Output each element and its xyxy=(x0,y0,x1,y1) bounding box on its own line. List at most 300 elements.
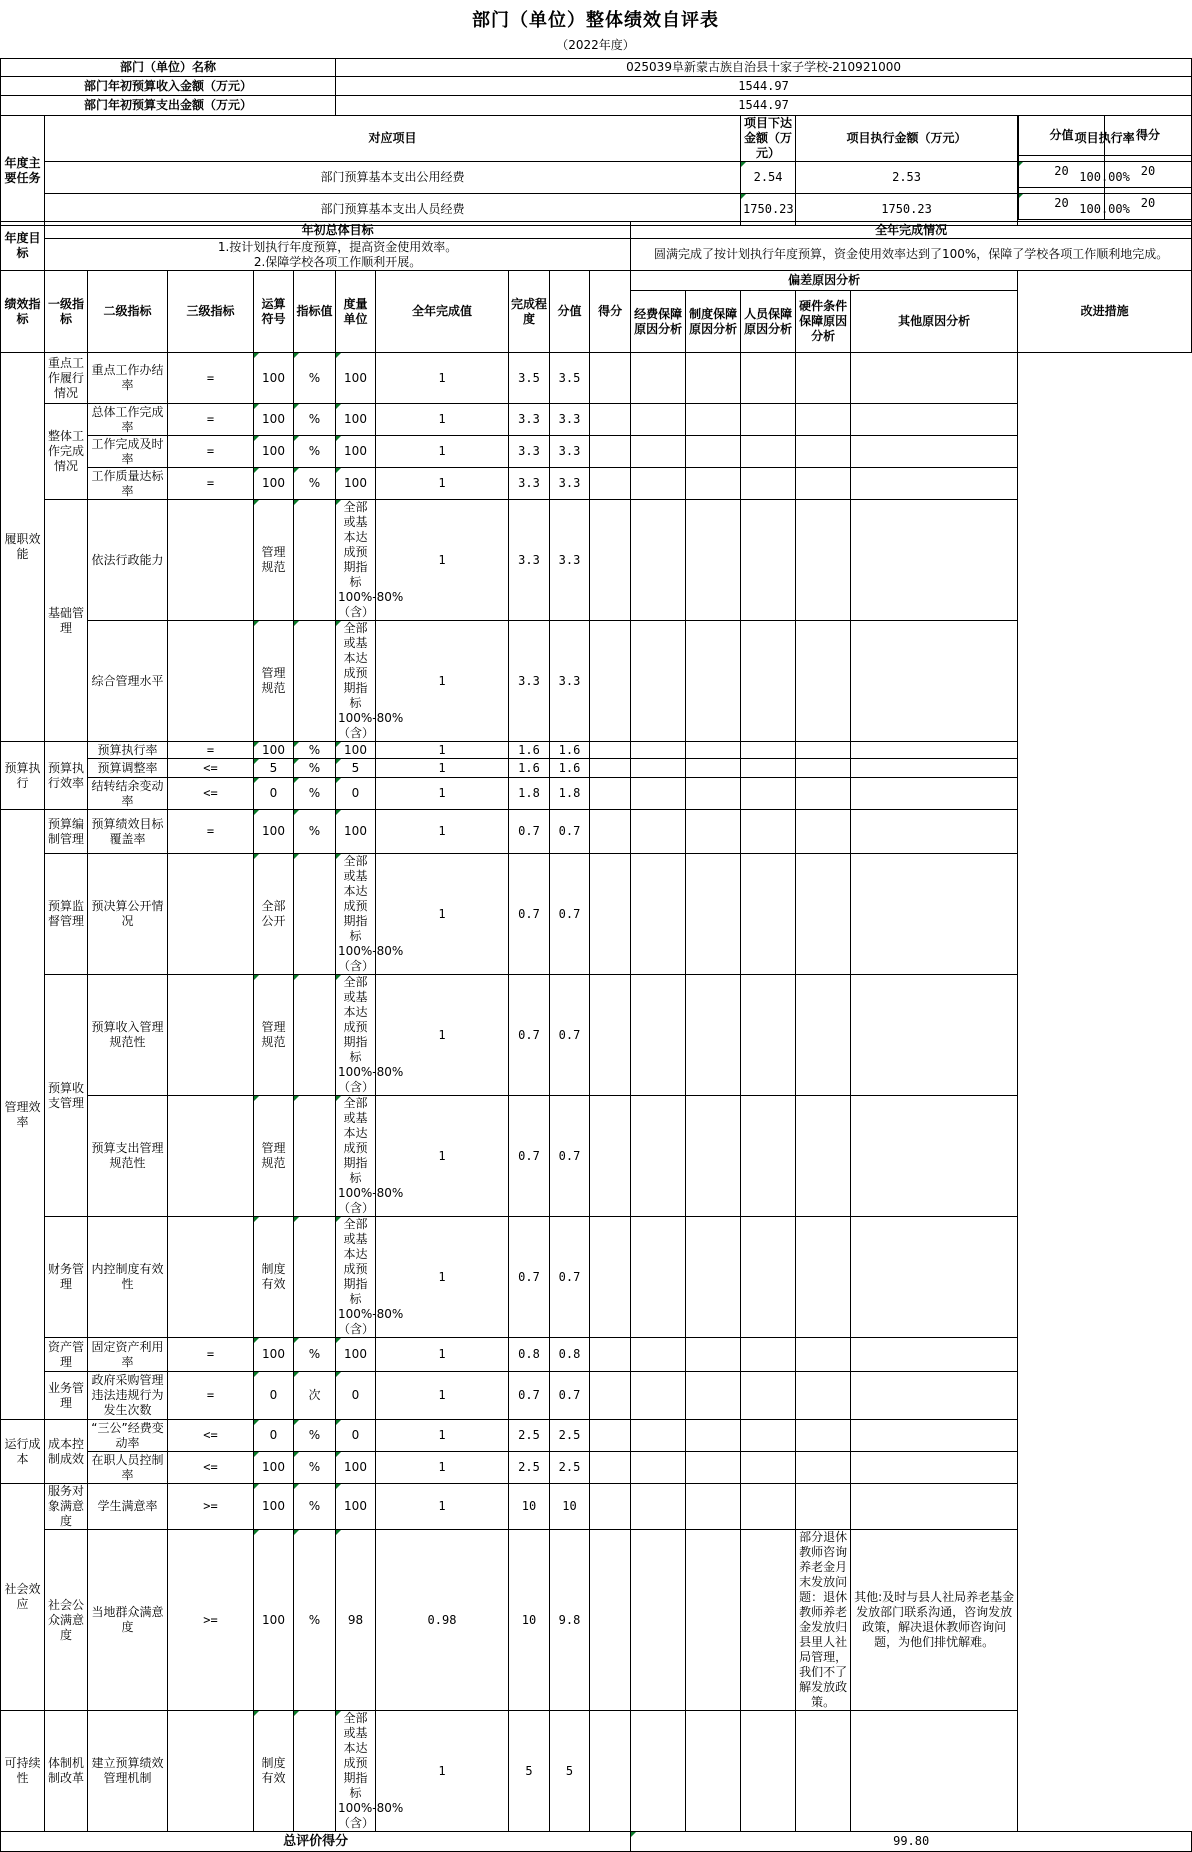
deviation-other xyxy=(796,1484,851,1530)
indicator-degree: 1 xyxy=(376,353,509,404)
improvement-measure xyxy=(851,1484,1018,1530)
deviation-staff xyxy=(686,500,741,621)
deviation-other xyxy=(796,759,851,778)
indicator-l3: 内控制度有效性 xyxy=(88,1217,168,1338)
indicator-target: 5 xyxy=(254,759,294,778)
deviation-system xyxy=(631,353,686,404)
deviation-system xyxy=(631,1338,686,1372)
deviation-other xyxy=(796,404,851,436)
indicator-op: >= xyxy=(168,1484,254,1530)
indicator-op: = xyxy=(168,742,254,759)
task-rate: 100.00% xyxy=(1018,162,1192,194)
improvement-measure xyxy=(851,1452,1018,1484)
indicator-target: 管理规范 xyxy=(254,500,294,621)
indicator-op: = xyxy=(168,1338,254,1372)
deviation-staff xyxy=(686,975,741,1096)
improvement-measure xyxy=(851,1338,1018,1372)
indicator-actual: 100 xyxy=(336,436,376,468)
task-got: 20 xyxy=(1105,188,1192,220)
indicator-got: 9.8 xyxy=(550,1530,590,1711)
indicator-degree: 1 xyxy=(376,759,509,778)
deviation-staff xyxy=(686,353,741,404)
indicator-l3: 依法行政能力 xyxy=(88,500,168,621)
indicator-got: 1.6 xyxy=(550,742,590,759)
improvement-measure xyxy=(851,810,1018,854)
indicator-degree: 1 xyxy=(376,742,509,759)
table-row xyxy=(1,1096,1192,1217)
indicator-actual: 100 xyxy=(336,1452,376,1484)
improvement-measure xyxy=(851,1420,1018,1452)
h-op: 运算符号 xyxy=(254,271,294,353)
indicator-l3: 固定资产利用率 xyxy=(88,1338,168,1372)
indicator-target: 100 xyxy=(254,404,294,436)
indicator-got: 0.7 xyxy=(550,1217,590,1338)
indicators-section-label: 绩效指标 xyxy=(1,271,45,353)
deviation-system xyxy=(631,404,686,436)
deviation-staff xyxy=(686,1217,741,1338)
deviation-system xyxy=(631,1452,686,1484)
indicator-op: = xyxy=(168,468,254,500)
indicator-l3: 综合管理水平 xyxy=(88,621,168,742)
indicator-l3: 预算执行率 xyxy=(88,742,168,759)
deviation-system xyxy=(631,500,686,621)
indicator-score: 5 xyxy=(509,1711,550,1832)
deviation-other xyxy=(796,778,851,810)
h-score: 分值 xyxy=(550,271,590,353)
indicator-got: 2.5 xyxy=(550,1420,590,1452)
indicator-degree: 1 xyxy=(376,1711,509,1832)
indicator-rows xyxy=(1,353,1192,1832)
goals-header-completion: 全年完成情况 xyxy=(631,222,1192,239)
deviation-hardware xyxy=(741,1420,796,1452)
indicator-got: 0.7 xyxy=(550,854,590,975)
indicator-target: 0 xyxy=(254,1420,294,1452)
deviation-system xyxy=(631,1420,686,1452)
indicator-op xyxy=(168,854,254,975)
indicator-degree: 1 xyxy=(376,1338,509,1372)
improvement-measure xyxy=(851,621,1018,742)
indicator-got: 0.7 xyxy=(550,1096,590,1217)
table-row xyxy=(1,1338,1192,1372)
deviation-staff xyxy=(686,854,741,975)
indicator-score: 0.7 xyxy=(509,810,550,854)
indicator-score: 3.3 xyxy=(509,500,550,621)
deviation-system xyxy=(631,742,686,759)
indicator-got: 2.5 xyxy=(550,1452,590,1484)
indicator-unit xyxy=(294,1217,336,1338)
goals-section-label: 年度目标 xyxy=(1,222,45,271)
indicator-actual: 100 xyxy=(336,404,376,436)
deviation-staff xyxy=(686,1484,741,1530)
improvement-measure xyxy=(851,468,1018,500)
indicator-op: = xyxy=(168,353,254,404)
indicator-l2: 预算收支管理 xyxy=(45,975,88,1217)
task-executed: 1750.23 xyxy=(796,194,1018,226)
deviation-funding xyxy=(590,500,631,621)
indicator-got: 0.7 xyxy=(550,810,590,854)
indicator-target: 100 xyxy=(254,1452,294,1484)
deviation-funding xyxy=(590,1338,631,1372)
indicator-actual: 100 xyxy=(336,1338,376,1372)
indicator-unit: % xyxy=(294,810,336,854)
deviation-staff xyxy=(686,742,741,759)
task-item: 部门预算基本支出公用经费 xyxy=(45,162,741,194)
deviation-hardware xyxy=(741,854,796,975)
indicator-degree: 1 xyxy=(376,468,509,500)
deviation-funding xyxy=(590,468,631,500)
indicator-got: 0.7 xyxy=(550,1372,590,1420)
indicator-unit: % xyxy=(294,759,336,778)
indicator-got: 3.3 xyxy=(550,404,590,436)
indicator-actual: 100 xyxy=(336,353,376,404)
indicator-l3: 结转结余变动率 xyxy=(88,778,168,810)
deviation-other xyxy=(796,621,851,742)
deviation-funding xyxy=(590,810,631,854)
deviation-hardware xyxy=(741,1452,796,1484)
indicator-l2: 业务管理 xyxy=(45,1372,88,1420)
deviation-funding xyxy=(590,1372,631,1420)
deviation-hardware xyxy=(741,742,796,759)
indicator-unit xyxy=(294,500,336,621)
improvement-measure xyxy=(851,1217,1018,1338)
deviation-funding xyxy=(590,742,631,759)
deviation-funding xyxy=(590,1096,631,1217)
table-row xyxy=(1,810,1192,854)
task-item: 部门预算基本支出人员经费 xyxy=(45,194,741,226)
indicator-got: 0.7 xyxy=(550,975,590,1096)
deviation-system xyxy=(631,1096,686,1217)
indicator-l3: 预算收入管理规范性 xyxy=(88,975,168,1096)
table-row xyxy=(1,621,1192,742)
indicator-target: 管理规范 xyxy=(254,1096,294,1217)
indicator-score: 1.6 xyxy=(509,742,550,759)
deviation-other xyxy=(796,1372,851,1420)
deviation-hardware xyxy=(741,1530,796,1711)
indicator-actual: 100 xyxy=(336,742,376,759)
indicator-target: 100 xyxy=(254,1484,294,1530)
indicator-degree: 1 xyxy=(376,621,509,742)
deviation-system xyxy=(631,436,686,468)
deviation-system xyxy=(631,1484,686,1530)
indicator-target: 0 xyxy=(254,778,294,810)
indicator-target: 100 xyxy=(254,468,294,500)
improvement-measure xyxy=(851,975,1018,1096)
improvement-measure: 其他:及时与县人社局养老基金发放部门联系沟通，咨询发放政策，解决退休教师咨询问题，为他们排忧解难。 xyxy=(851,1530,1018,1711)
indicator-op: <= xyxy=(168,1420,254,1452)
indicator-unit xyxy=(294,621,336,742)
indicator-l2: 成本控制成效 xyxy=(45,1420,88,1484)
indicator-l1: 预算执行 xyxy=(1,742,45,810)
deviation-system xyxy=(631,468,686,500)
indicator-got: 3.3 xyxy=(550,468,590,500)
deviation-hardware xyxy=(741,778,796,810)
table-row xyxy=(1,1530,1192,1711)
task-issued: 2.54 xyxy=(741,162,796,194)
indicator-actual: 100 xyxy=(336,468,376,500)
deviation-hardware xyxy=(741,1372,796,1420)
indicator-l1: 履职效能 xyxy=(1,353,45,742)
indicator-l2: 资产管理 xyxy=(45,1338,88,1372)
h-d5: 其他原因分析 xyxy=(851,291,1018,353)
table-row xyxy=(1,1711,1192,1832)
indicator-unit xyxy=(294,1096,336,1217)
improvement-measure xyxy=(851,778,1018,810)
deviation-other xyxy=(796,854,851,975)
h-got: 得分 xyxy=(590,271,631,353)
indicator-got: 3.5 xyxy=(550,353,590,404)
deviation-other xyxy=(796,975,851,1096)
indicator-degree: 1 xyxy=(376,1217,509,1338)
deviation-staff xyxy=(686,1420,741,1452)
indicator-l3: 工作质量达标率 xyxy=(88,468,168,500)
indicator-actual: 98 xyxy=(336,1530,376,1711)
task-got: 20 xyxy=(1105,156,1192,188)
indicator-actual: 100 xyxy=(336,1484,376,1530)
indicator-target: 100 xyxy=(254,353,294,404)
sheet-subtitle: （2022年度） xyxy=(556,38,635,52)
tasks-section-label: 年度主要任务 xyxy=(1,116,45,226)
improvement-measure xyxy=(851,854,1018,975)
indicator-got: 5 xyxy=(550,1711,590,1832)
tasks-score-table xyxy=(1018,115,1192,220)
deviation-funding xyxy=(590,621,631,742)
indicator-l3: 总体工作完成率 xyxy=(88,404,168,436)
deviation-staff xyxy=(686,1338,741,1372)
improvement-measure xyxy=(851,759,1018,778)
table-row xyxy=(1,742,1192,759)
indicator-degree: 1 xyxy=(376,975,509,1096)
deviation-funding xyxy=(590,1530,631,1711)
income-label: 部门年初预算收入金额（万元） xyxy=(1,77,336,96)
indicator-actual: 100 xyxy=(336,810,376,854)
indicator-unit: % xyxy=(294,1530,336,1711)
indicator-got: 1.8 xyxy=(550,778,590,810)
task-score: 20 xyxy=(1019,188,1105,220)
indicator-actual: 全部或基本达成预期指标100%-80%（含） xyxy=(336,1096,376,1217)
indicator-degree: 1 xyxy=(376,1452,509,1484)
indicator-score: 2.5 xyxy=(509,1452,550,1484)
tasks-header-score: 分值 xyxy=(1019,116,1105,156)
deviation-staff xyxy=(686,810,741,854)
deviation-funding xyxy=(590,975,631,1096)
indicator-l2: 服务对象满意度 xyxy=(45,1484,88,1530)
indicator-actual: 全部或基本达成预期指标100%-80%（含） xyxy=(336,854,376,975)
table-row xyxy=(1,1452,1192,1484)
indicator-score: 10 xyxy=(509,1530,550,1711)
indicator-actual: 0 xyxy=(336,778,376,810)
deviation-system xyxy=(631,759,686,778)
indicator-target: 制度有效 xyxy=(254,1217,294,1338)
deviation-system xyxy=(631,1372,686,1420)
table-row xyxy=(1,500,1192,621)
indicator-score: 0.7 xyxy=(509,975,550,1096)
indicator-l1: 运行成本 xyxy=(1,1420,45,1484)
indicator-actual: 全部或基本达成预期指标100%-80%（含） xyxy=(336,975,376,1096)
task-score: 20 xyxy=(1019,156,1105,188)
indicator-actual: 全部或基本达成预期指标100%-80%（含） xyxy=(336,1711,376,1832)
deviation-system xyxy=(631,1217,686,1338)
indicator-l2: 体制机制改革 xyxy=(45,1711,88,1832)
tasks-header-issued: 项目下达金额（万元） xyxy=(741,116,796,162)
indicator-l3: 政府采购管理违法违规行为发生次数 xyxy=(88,1372,168,1420)
deviation-staff xyxy=(686,468,741,500)
task-rate: 100.00% xyxy=(1018,194,1192,226)
table-row xyxy=(1,436,1192,468)
indicator-score: 2.5 xyxy=(509,1420,550,1452)
indicator-l2: 财务管理 xyxy=(45,1217,88,1338)
h-d3: 人员保障原因分析 xyxy=(741,291,796,353)
deviation-system xyxy=(631,778,686,810)
indicator-target: 管理规范 xyxy=(254,621,294,742)
deviation-hardware xyxy=(741,621,796,742)
deviation-funding xyxy=(590,778,631,810)
total-label: 总评价得分 xyxy=(1,1832,631,1852)
deviation-hardware xyxy=(741,810,796,854)
indicator-unit: % xyxy=(294,1484,336,1530)
indicator-target: 0 xyxy=(254,1372,294,1420)
indicator-score: 1.6 xyxy=(509,759,550,778)
indicator-score: 3.3 xyxy=(509,621,550,742)
goals-initial xyxy=(45,239,631,271)
tasks-header-rate: 项目执行率 xyxy=(1018,116,1192,162)
improvement-measure xyxy=(851,404,1018,436)
task-executed: 2.53 xyxy=(796,162,1018,194)
indicator-l3: 学生满意率 xyxy=(88,1484,168,1530)
h-d2: 制度保障原因分析 xyxy=(686,291,741,353)
indicator-l2: 预算执行效率 xyxy=(45,742,88,810)
indicator-op xyxy=(168,1711,254,1832)
deviation-staff xyxy=(686,436,741,468)
expense-value: 1544.97 xyxy=(336,96,1192,116)
indicator-degree: 1 xyxy=(376,1096,509,1217)
indicator-op: = xyxy=(168,404,254,436)
deviation-funding xyxy=(590,1711,631,1832)
indicator-target: 全部公开 xyxy=(254,854,294,975)
goals-initial-line2: 2.保障学校各项工作顺利开展。 xyxy=(253,254,422,269)
deviation-hardware xyxy=(741,500,796,621)
indicator-op: >= xyxy=(168,1530,254,1711)
indicator-score: 3.3 xyxy=(509,404,550,436)
h-l2: 二级指标 xyxy=(88,271,168,353)
deviation-other xyxy=(796,353,851,404)
indicator-unit: 次 xyxy=(294,1372,336,1420)
deviation-other xyxy=(796,1217,851,1338)
deviation-hardware xyxy=(741,1217,796,1338)
goals-completion: 圆满完成了按计划执行年度预算，资金使用效率达到了100%，保障了学校各项工作顺利地完成。 xyxy=(631,239,1192,271)
indicator-op xyxy=(168,1096,254,1217)
indicator-degree: 1 xyxy=(376,500,509,621)
deviation-funding xyxy=(590,759,631,778)
tasks-header-executed: 项目执行金额（万元） xyxy=(796,116,1018,162)
deviation-hardware xyxy=(741,1338,796,1372)
deviation-hardware xyxy=(741,1484,796,1530)
indicator-actual: 全部或基本达成预期指标100%-80%（含） xyxy=(336,1217,376,1338)
deviation-system xyxy=(631,1530,686,1711)
indicator-degree: 1 xyxy=(376,778,509,810)
indicator-op xyxy=(168,1217,254,1338)
dept-name-label: 部门（单位）名称 xyxy=(1,59,336,77)
deviation-system xyxy=(631,975,686,1096)
indicator-op: <= xyxy=(168,759,254,778)
table-row xyxy=(1,1420,1192,1452)
indicator-unit: % xyxy=(294,436,336,468)
improvement-measure xyxy=(851,1372,1018,1420)
indicator-l2: 整体工作完成情况 xyxy=(45,404,88,500)
indicator-unit: % xyxy=(294,404,336,436)
deviation-system xyxy=(631,621,686,742)
indicator-got: 0.8 xyxy=(550,1338,590,1372)
indicator-l3: 在职人员控制率 xyxy=(88,1452,168,1484)
indicator-score: 0.8 xyxy=(509,1338,550,1372)
deviation-system xyxy=(631,854,686,975)
deviation-staff xyxy=(686,759,741,778)
deviation-staff xyxy=(686,1711,741,1832)
indicator-l2: 基础管理 xyxy=(45,500,88,742)
indicator-op: <= xyxy=(168,1452,254,1484)
h-l3: 三级指标 xyxy=(168,271,254,353)
deviation-staff xyxy=(686,1096,741,1217)
deviation-other xyxy=(796,468,851,500)
improvement-measure xyxy=(851,500,1018,621)
table-row xyxy=(1,1217,1192,1338)
indicator-op: = xyxy=(168,1372,254,1420)
deviation-staff xyxy=(686,1530,741,1711)
deviation-hardware xyxy=(741,404,796,436)
indicator-op: = xyxy=(168,436,254,468)
indicator-degree: 1 xyxy=(376,404,509,436)
indicator-unit: % xyxy=(294,1452,336,1484)
indicator-got: 3.3 xyxy=(550,436,590,468)
deviation-hardware xyxy=(741,436,796,468)
deviation-system xyxy=(631,1711,686,1832)
tasks-header-item: 对应项目 xyxy=(45,116,741,162)
indicator-unit xyxy=(294,1711,336,1832)
tasks-header-got: 得分 xyxy=(1105,116,1192,156)
improvement-measure xyxy=(851,436,1018,468)
indicator-unit xyxy=(294,854,336,975)
deviation-other xyxy=(796,1338,851,1372)
deviation-staff xyxy=(686,404,741,436)
sheet-title: 部门（单位）整体绩效自评表 xyxy=(472,10,719,31)
h-d4: 硬件条件保障原因分析 xyxy=(796,291,851,353)
indicator-degree: 1 xyxy=(376,1372,509,1420)
improvement-measure xyxy=(851,1096,1018,1217)
deviation-other xyxy=(796,1420,851,1452)
deviation-funding xyxy=(590,1484,631,1530)
deviation-hardware xyxy=(741,759,796,778)
h-deviation: 偏差原因分析 xyxy=(631,271,1018,291)
indicators-table xyxy=(0,221,1192,1852)
indicator-score: 0.7 xyxy=(509,1217,550,1338)
indicator-l1: 可持续性 xyxy=(1,1711,45,1832)
indicator-l1: 社会效应 xyxy=(1,1484,45,1711)
indicator-unit xyxy=(294,975,336,1096)
indicator-degree: 1 xyxy=(376,1420,509,1452)
deviation-hardware xyxy=(741,353,796,404)
indicator-l3: 重点工作办结率 xyxy=(88,353,168,404)
deviation-hardware xyxy=(741,468,796,500)
deviation-other xyxy=(796,1452,851,1484)
indicator-target: 100 xyxy=(254,436,294,468)
indicator-target: 100 xyxy=(254,1338,294,1372)
indicator-target: 100 xyxy=(254,810,294,854)
h-l1: 一级指标 xyxy=(45,271,88,353)
indicator-l3: “三公”经费变动率 xyxy=(88,1420,168,1452)
deviation-other xyxy=(796,500,851,621)
deviation-other xyxy=(796,436,851,468)
indicator-score: 1.8 xyxy=(509,778,550,810)
indicator-unit: % xyxy=(294,1338,336,1372)
